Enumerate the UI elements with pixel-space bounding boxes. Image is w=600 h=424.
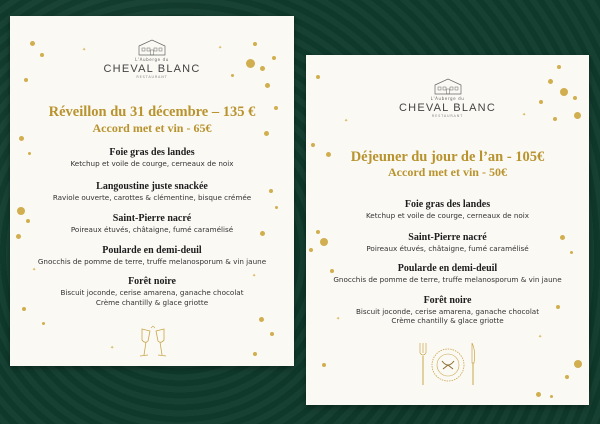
sparkle-icon: ✦ <box>218 45 223 51</box>
sparkle-icon: ✦ <box>336 316 341 322</box>
course-description: Poireaux étuvés, châtaigne, fumé caramélisé <box>366 243 529 253</box>
confetti-dot <box>560 235 565 240</box>
confetti-dot <box>560 88 568 96</box>
confetti-dot <box>311 143 315 147</box>
sparkle-icon: ✦ <box>344 118 349 124</box>
confetti-dot <box>322 363 326 367</box>
confetti-dot <box>536 392 541 397</box>
course-name: Saint-Pierre nacré <box>112 213 192 224</box>
auberge-building-icon <box>137 38 167 56</box>
course-list <box>10 147 294 307</box>
sparkle-icon: ✦ <box>538 334 543 340</box>
course-description: Poireaux étuvés, châtaigne, fumé caramélisé <box>70 225 234 234</box>
confetti-dot <box>275 206 278 209</box>
confetti-dot <box>557 65 561 69</box>
confetti-dot <box>246 59 255 68</box>
confetti-dot <box>553 117 557 121</box>
course-name: Foie gras des landes <box>404 199 491 210</box>
confetti-dot <box>574 112 581 119</box>
confetti-dot <box>16 234 21 239</box>
course-name: Saint-Pierre nacré <box>408 231 487 243</box>
confetti-dot <box>274 106 278 110</box>
confetti-dot <box>22 307 26 311</box>
confetti-dot <box>253 42 257 46</box>
logo-small-text: L'Auberge du <box>135 57 169 62</box>
sparkle-icon: ✦ <box>252 273 257 279</box>
menu-card-reveillon <box>10 16 294 366</box>
course-item <box>10 147 294 169</box>
champagne-glasses-icon <box>137 325 169 361</box>
course-item <box>10 181 294 203</box>
sparkle-icon: ✦ <box>32 267 37 273</box>
confetti-dot <box>269 189 273 193</box>
course-description: Crème chantilly & glace griotte <box>391 316 504 325</box>
course-description: Biscuit joconde, cerise amarena, ganache chocolat <box>355 306 540 316</box>
confetti-dot <box>565 375 569 379</box>
course-name: Forêt noire <box>128 276 176 287</box>
confetti-dot <box>270 332 274 336</box>
course-name: Poularde en demi-deuil <box>102 244 202 256</box>
course-description: Gnocchis de pomme de terre, truffe melanosporum & vin jaune <box>333 275 562 284</box>
course-name: Langoustine juste snackée <box>96 180 208 192</box>
course-description: Ketchup et voile de courge, cerneaux de noix <box>70 159 234 168</box>
logo-brand-text: CHEVAL BLANC <box>399 102 496 114</box>
confetti-dot <box>30 41 35 46</box>
course-description: Gnocchis de pomme de terre, truffe melanosporum & vin jaune <box>37 256 267 266</box>
confetti-dot <box>260 66 265 71</box>
course-description: Raviole ouverte, carottes & clémentine, bisque crémée <box>52 192 252 202</box>
course-item <box>306 199 589 221</box>
confetti-dot <box>19 136 24 141</box>
confetti-dot <box>570 251 573 254</box>
menu-subtitle: Accord met et vin - 65€ <box>92 121 212 135</box>
confetti-dot <box>550 395 553 398</box>
confetti-dot <box>24 78 28 82</box>
confetti-dot <box>260 231 265 236</box>
plate-setting-icon <box>414 341 482 389</box>
confetti-dot <box>316 75 320 79</box>
confetti-dot <box>320 238 328 246</box>
course-description: Biscuit joconde, cerise amarena, ganache chocolat <box>60 288 244 297</box>
confetti-dot <box>265 83 270 88</box>
cheval-blanc-logo <box>306 77 589 118</box>
sparkle-icon: ✦ <box>522 112 527 118</box>
menu-title: Déjeuner du jour de l’an - 105€ <box>350 149 545 165</box>
confetti-dot <box>259 317 264 322</box>
course-description: Ketchup et voile de courge, cerneaux de noix <box>365 211 530 220</box>
course-name: Poularde en demi-deuil <box>397 263 498 274</box>
confetti-dot <box>40 53 44 57</box>
confetti-dot <box>309 248 313 252</box>
confetti-dot <box>17 207 25 215</box>
logo-sub-text: RESTAURANT <box>431 114 464 118</box>
confetti-dot <box>548 79 553 84</box>
course-item <box>10 273 294 307</box>
confetti-dot <box>330 269 334 273</box>
logo-sub-text: RESTAURANT <box>136 75 168 79</box>
menu-subtitle: Accord met et vin - 50€ <box>388 165 507 179</box>
course-item <box>10 245 294 267</box>
course-list <box>306 199 589 326</box>
confetti-dot <box>253 352 257 356</box>
sparkle-icon: ✦ <box>110 345 115 351</box>
confetti-dot <box>539 100 543 104</box>
confetti-dot <box>42 322 45 325</box>
confetti-dot <box>272 56 276 60</box>
auberge-building-icon <box>433 77 463 95</box>
confetti-dot <box>231 74 234 77</box>
course-item <box>10 213 294 235</box>
course-name: Forêt noire <box>423 294 472 306</box>
menu-title: Réveillon du 31 décembre – 135 € <box>48 104 256 120</box>
logo-brand-text: CHEVAL BLANC <box>103 63 201 75</box>
logo-small-text: L'Auberge du <box>430 96 465 101</box>
confetti-dot <box>264 131 269 136</box>
confetti-dot <box>573 96 577 100</box>
sparkle-icon: ✦ <box>82 47 87 53</box>
confetti-dot <box>316 230 320 234</box>
confetti-dot <box>326 152 331 157</box>
course-item <box>306 295 589 326</box>
confetti-dot <box>26 219 30 223</box>
course-item <box>306 232 589 254</box>
menu-card-jour-de-lan <box>306 55 589 405</box>
course-item <box>306 263 589 285</box>
confetti-dot <box>28 152 31 155</box>
confetti-dot <box>574 360 582 368</box>
course-name: Foie gras des landes <box>109 147 195 158</box>
course-description: Crème chantilly & glace griotte <box>95 297 209 307</box>
confetti-dot <box>556 305 560 309</box>
